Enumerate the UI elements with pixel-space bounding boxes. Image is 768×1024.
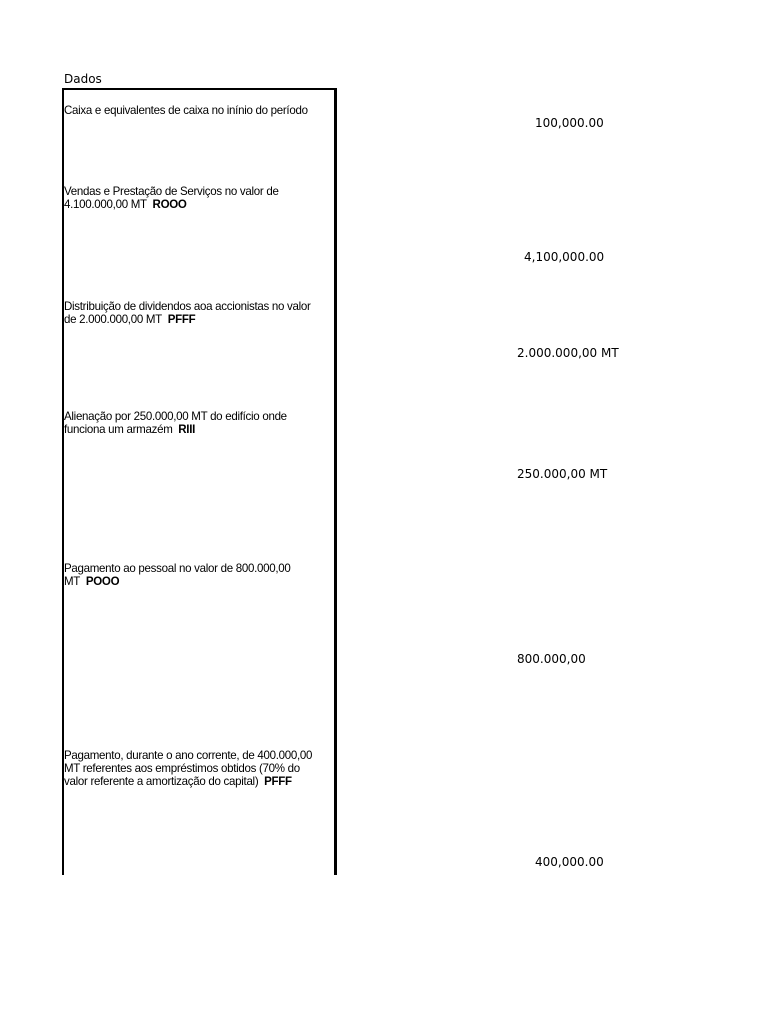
item-code: ROOO (152, 197, 187, 211)
item-code: PFFF (264, 774, 292, 788)
item-description-text: Distribuição de dividendos aoa accionistas no valor de 2.000.000,00 MT (64, 299, 311, 326)
item-value: 800.000,00 (517, 652, 586, 666)
item-description (64, 185, 319, 211)
item-description (64, 300, 319, 326)
item-value: 100,000.00 (535, 116, 604, 130)
item-description-text: Vendas e Prestação de Serviços no valor de 4.100.000,00 MT (64, 184, 279, 211)
item-value: 2.000.000,00 MT (517, 346, 619, 360)
item-description-text: Pagamento, durante o ano corrente, de 400.000,00 MT referentes aos empréstimos obtidos (70% do valor referente a amortização do capital) (64, 748, 313, 788)
item-description-text: Caixa e equivalentes de caixa no inínio do período (64, 103, 308, 117)
item-description (64, 104, 319, 117)
item-value: 250.000,00 MT (517, 467, 608, 481)
item-value: 400,000.00 (535, 855, 604, 869)
item-description (64, 562, 319, 588)
item-description (64, 410, 319, 436)
item-description-text: Alienação por 250.000,00 MT do edifício onde funciona um armazém (64, 409, 287, 436)
item-code: PFFF (167, 312, 196, 326)
item-description-text: Pagamento ao pessoal no valor de 800.000,00 MT (64, 561, 291, 588)
item-code: POOO (85, 574, 120, 588)
item-description (64, 749, 319, 788)
item-code: RIII (178, 422, 196, 436)
item-value: 4,100,000.00 (524, 250, 605, 264)
sheet-header: Dados (64, 72, 102, 86)
